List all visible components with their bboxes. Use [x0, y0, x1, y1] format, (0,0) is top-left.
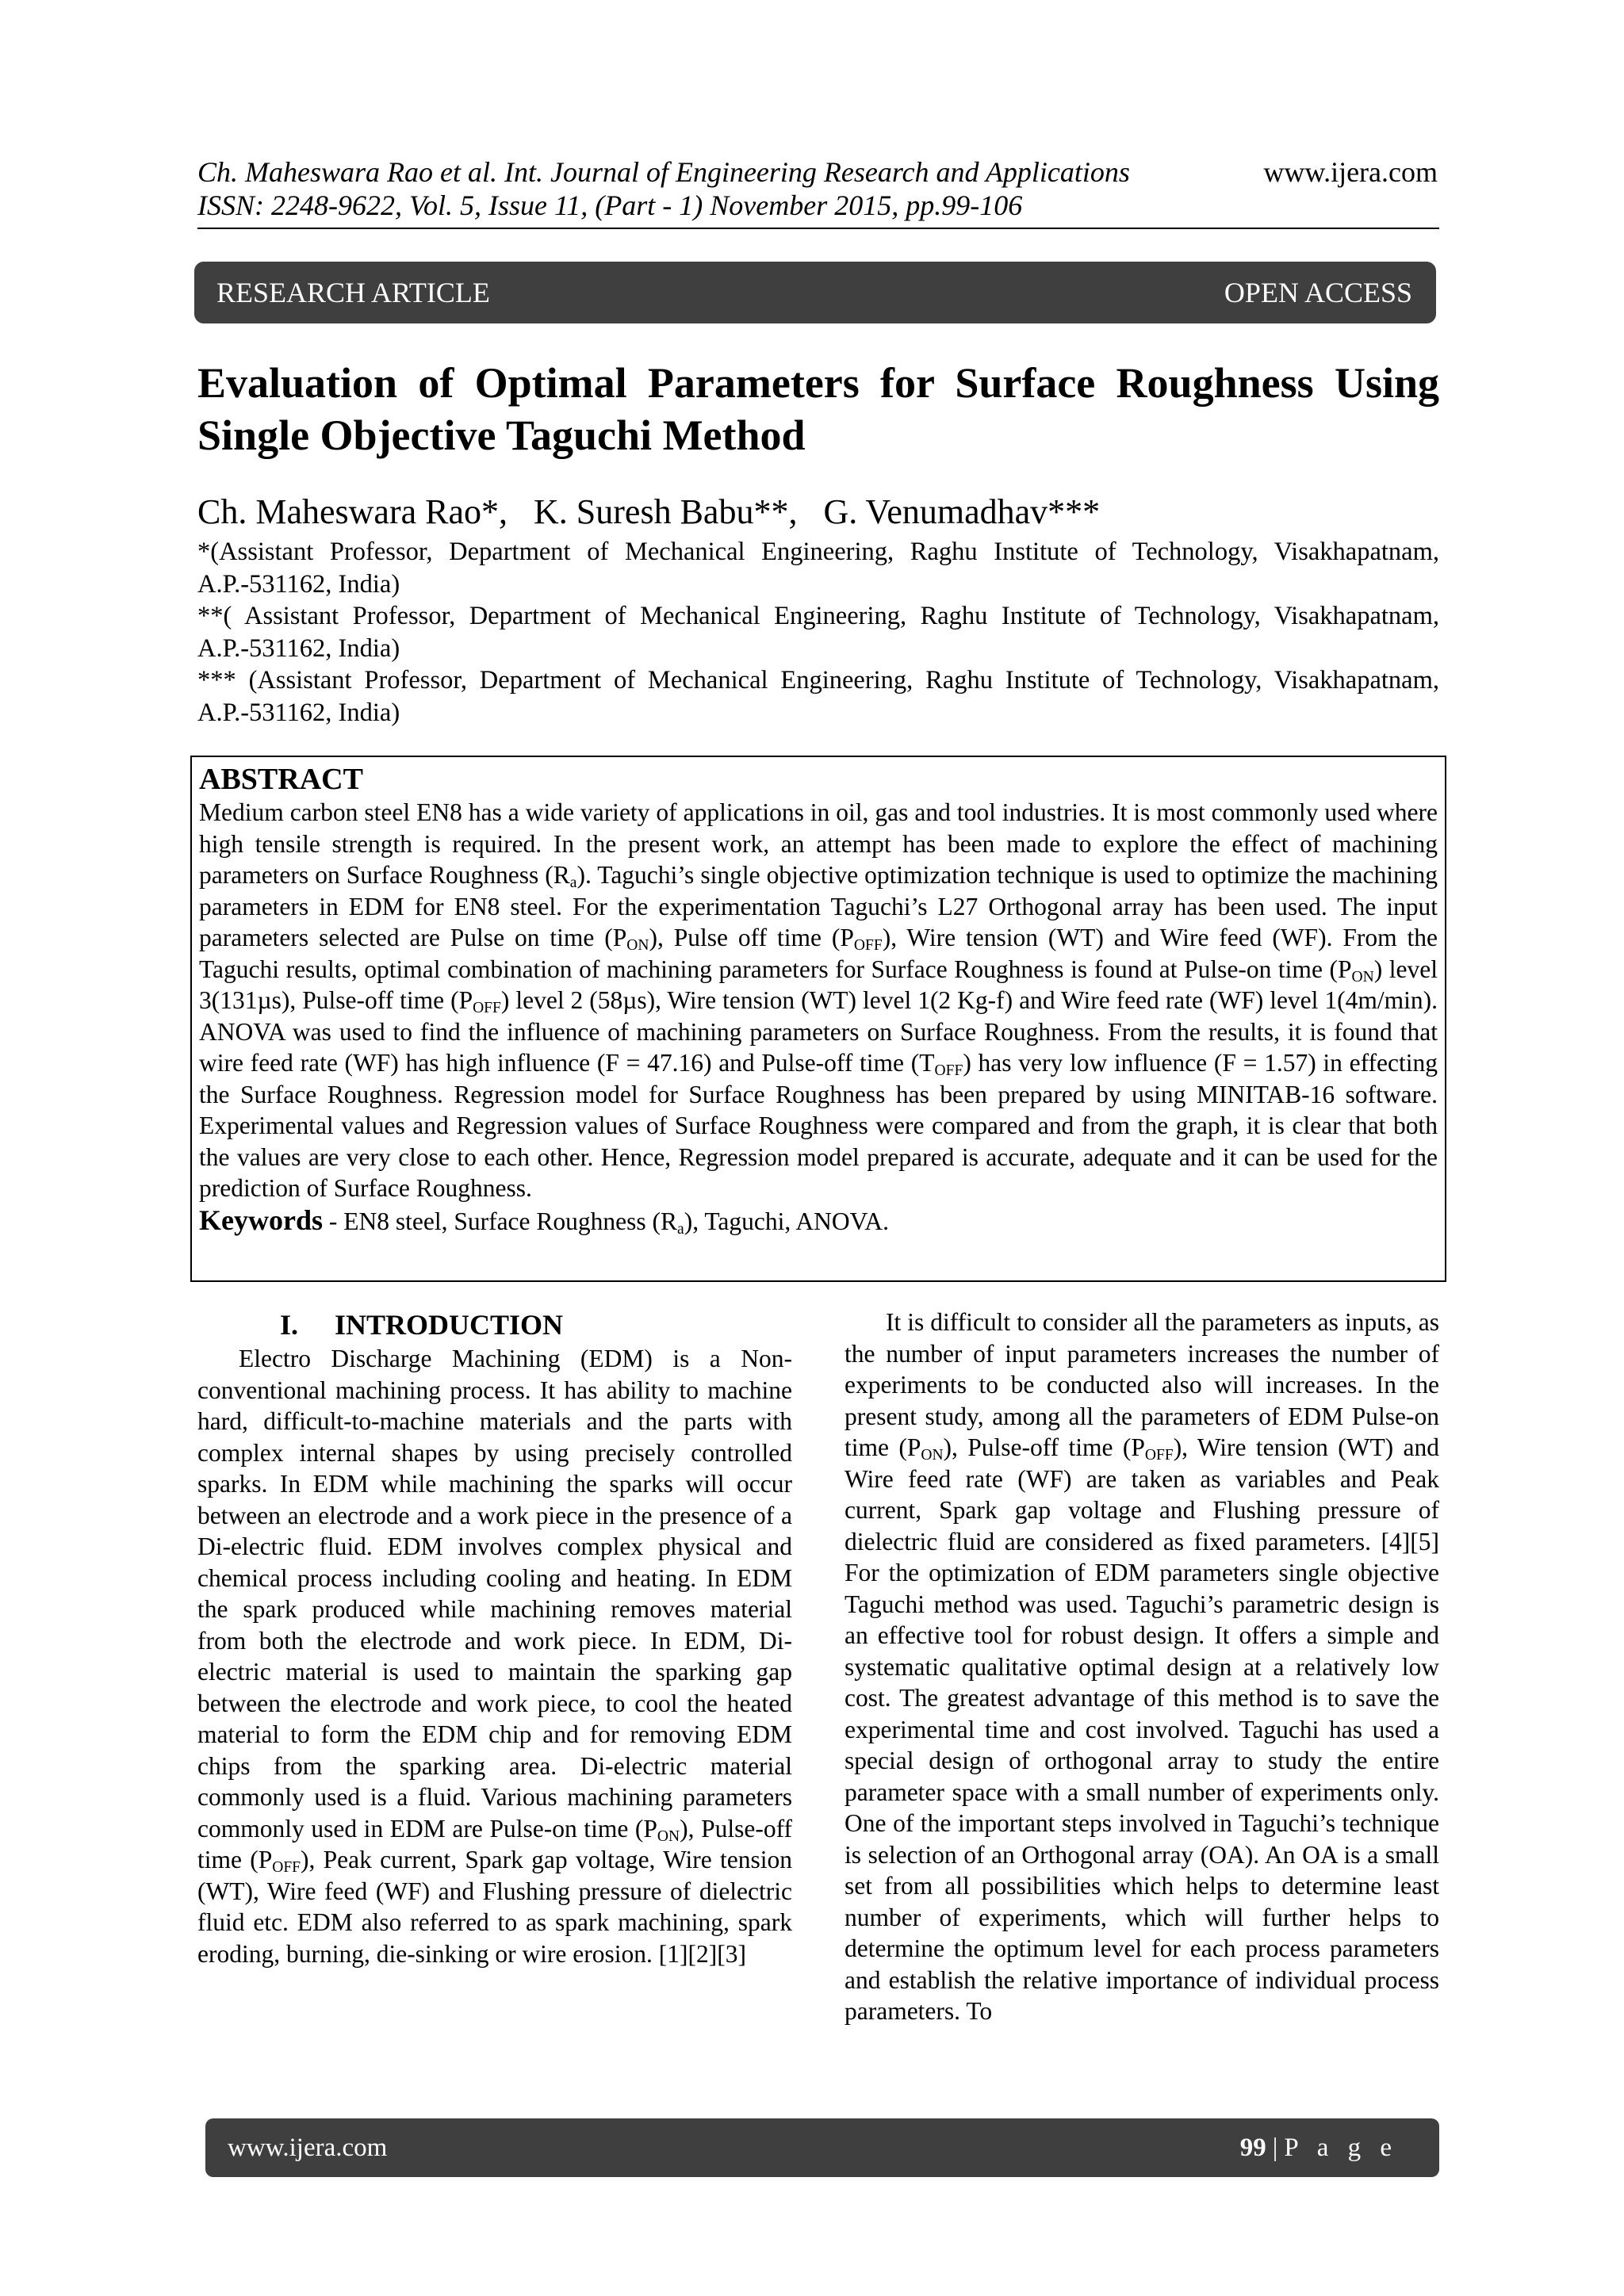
- open-access-label: OPEN ACCESS: [1224, 277, 1412, 308]
- affiliations: [197, 536, 1439, 729]
- running-header-journal: Ch. Maheswara Rao et al. Int. Journal of Engineering Research and Applications: [197, 156, 1130, 188]
- abstract-text: Medium carbon steel EN8 has a wide variety of applications in oil, gas and tool industries. It is most commonly used where high tensile strength is required. In the present work, an attempt has been made to explore the effect of machining parameters on Surface Roughness $(R_a)$. Taguchi’s single objective optimization technique is used to optimize the machining parameters in EDM for EN8 steel. For the experimentation Taguchi’s L27 Orthogonal array has been used. The input parameters selected are Pulse on time $(P_{ON})$, Pulse off time $(P_{OFF})$, Wire tension (WT) and Wire feed (WF). From the Taguchi results, optimal combination of machining parameters for Surface Roughness is found at Pulse-on time $(P_{ON})$ level 3(131µs), Pulse-off time $(P_{OFF})$ level 2 (58µs), Wire tension (WT) level 1(2 Kg-f) and Wire feed rate (WF) level 1(4m/min). ANOVA was used to find the influence of machining parameters on Surface Roughness. From the results, it is found that wire feed rate (WF) has high influence (F = 47.16) and Pulse-off time $(T_{OFF})$ has very low influence (F = 1.57) in effecting the Surface Roughness. Regression model for Surface Roughness has been prepared by using MINITAB-16 software. Experimental values and Regression values of Surface Roughness were compared and from the graph, it is clear that both the values are very close to each other. Hence, Regression model prepared is accurate, adequate and it can be used for the prediction of Surface Roughness.: [199, 798, 1438, 1202]
- header-rule: [197, 228, 1439, 229]
- running-header-website: www.ijera.com: [1263, 156, 1438, 188]
- page-footer: [205, 2118, 1439, 2177]
- abstract-heading: ABSTRACT: [199, 763, 363, 796]
- article-type-banner: [194, 262, 1436, 323]
- abstract-box: [190, 756, 1446, 1282]
- affiliation-2: **( Assistant Professor, Department of Mechanical Engineering, Raghu Institute of Technology, Visakhapatnam, A.P.-531162, India): [197, 602, 1439, 663]
- keywords-label: Keywords: [199, 1203, 323, 1236]
- intro-paragraph-1: Electro Discharge Machining (EDM) is a Non-conventional machining process. It has ability to machine hard, difficult-to-machine materials and the parts with complex internal shapes by using precisely controlled sparks. In EDM while machining the sparks will occur between an electrode and a work piece in the presence of a Di-electric fluid. EDM involves complex physical and chemical process including cooling and heating. In EDM the spark produced while machining removes material from both the electrode and work piece. In EDM, Di-electric material is used to maintain the sparking gap between the electrode and work piece, to cool the heated material to form the EDM chip and for removing EDM chips from the sparking area. Di-electric material commonly used is a fluid. Various machining parameters commonly used in EDM are Pulse-on time $(P_{ON})$, Pulse-off time $(P_{OFF})$, Peak current, Spark gap voltage, Wire tension (WT), Wire feed (WF) and Flushing pressure of dielectric fluid etc. EDM also referred to as spark machining, spark eroding, burning, die-sinking or wire erosion. [1][2][3]: [197, 1345, 793, 1968]
- running-header-issn: ISSN: 2248-9622, Vol. 5, Issue 11, (Part - 1) November 2015, pp.99-106: [197, 189, 1023, 221]
- author-list: Ch. Maheswara Rao*, K. Suresh Babu**, G. Venumadhav***: [197, 492, 1101, 531]
- footer-website: www.ijera.com: [228, 2133, 388, 2162]
- intro-paragraph-2: It is difficult to consider all the parameters as inputs, as the number of input parameters increases the number of experiments to be conducted also will increases. In the present study, among all the parameters of EDM Pulse-on time $(P_{ON})$, Pulse-off time $(P_{OFF})$, Wire tension (WT) and Wire feed rate (WF) are taken as variables and Peak current, Spark gap voltage and Flushing pressure of dielectric fluid are considered as fixed parameters. [4][5] For the optimization of EDM parameters single objective Taguchi method was used. Taguchi’s parametric design is an effective tool for robust design. It offers a simple and systematic qualitative optimal design at a relatively low cost. The greatest advantage of this method is to save the experimental time and cost involved. Taguchi has used a special design of orthogonal array to study the entire parameter space with a small number of experiments only. One of the important steps involved in Taguchi’s technique is selection of an Orthogonal array (OA). An OA is a small set from all possibilities which helps to determine least number of experiments, which will further helps to determine the optimum level for each process parameters and establish the relative importance of individual process parameters. To: [845, 1308, 1440, 2025]
- page-number: 99 | P a g e: [1239, 2133, 1398, 2162]
- keywords: Keywords - EN8 steel, Surface Roughness $(R_a)$, Taguchi, ANOVA.: [199, 1203, 889, 1238]
- affiliation-3: *** (Assistant Professor, Department of Mechanical Engineering, Raghu Institute of Technology, Visakhapatnam, A.P.-531162, India): [197, 666, 1439, 727]
- left-column: [197, 1307, 792, 1969]
- affiliation-1: *(Assistant Professor, Department of Mechanical Engineering, Raghu Institute of Technology, Visakhapatnam, A.P.-531162, India): [197, 538, 1439, 599]
- right-column: [845, 1307, 1439, 2027]
- paper-title: Evaluation of Optimal Parameters for Surface Roughness Using Single Objective Taguchi Method: [197, 359, 1439, 459]
- research-article-label: RESEARCH ARTICLE: [216, 277, 490, 308]
- section-heading-introduction: I. INTRODUCTION: [280, 1309, 564, 1341]
